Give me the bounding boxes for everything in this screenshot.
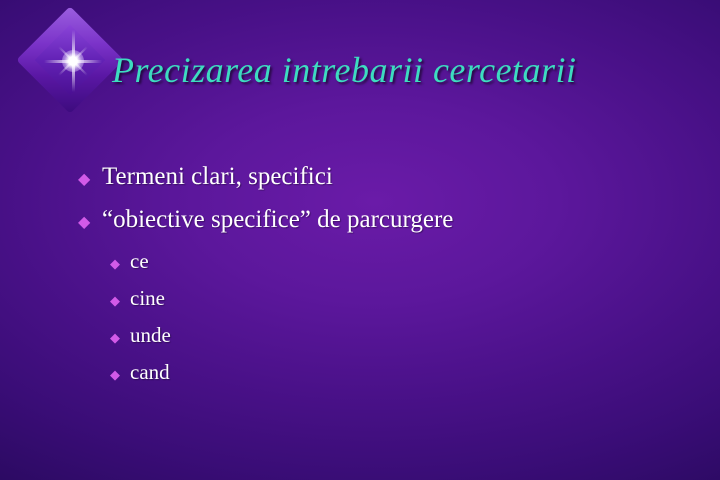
list-item [110, 355, 678, 392]
list-item [78, 201, 678, 242]
slide-title: Precizarea intrebarii cercetarii [112, 50, 577, 90]
list-item [110, 318, 678, 355]
list-item [110, 281, 678, 318]
bullet-diamond-icon: ◆ [110, 367, 120, 382]
bullet-diamond-icon: ◆ [78, 214, 91, 231]
list-item-label: ce [130, 249, 149, 273]
list-item [78, 158, 678, 199]
star-core [62, 50, 84, 72]
slide-bullet-list [78, 158, 678, 392]
starburst-icon [42, 30, 104, 92]
list-item-label: “obiective specifice” de parcurgere [102, 206, 454, 233]
list-item-label: cand [130, 360, 170, 384]
bullet-diamond-icon: ◆ [110, 256, 120, 271]
bullet-diamond-icon: ◆ [110, 330, 120, 345]
bullet-diamond-icon: ◆ [110, 293, 120, 308]
bullet-diamond-icon: ◆ [78, 171, 91, 188]
list-item-label: Termeni clari, specifici [102, 163, 333, 190]
list-item-label: cine [130, 286, 165, 310]
list-item-label: unde [130, 323, 171, 347]
list-item [110, 244, 678, 281]
